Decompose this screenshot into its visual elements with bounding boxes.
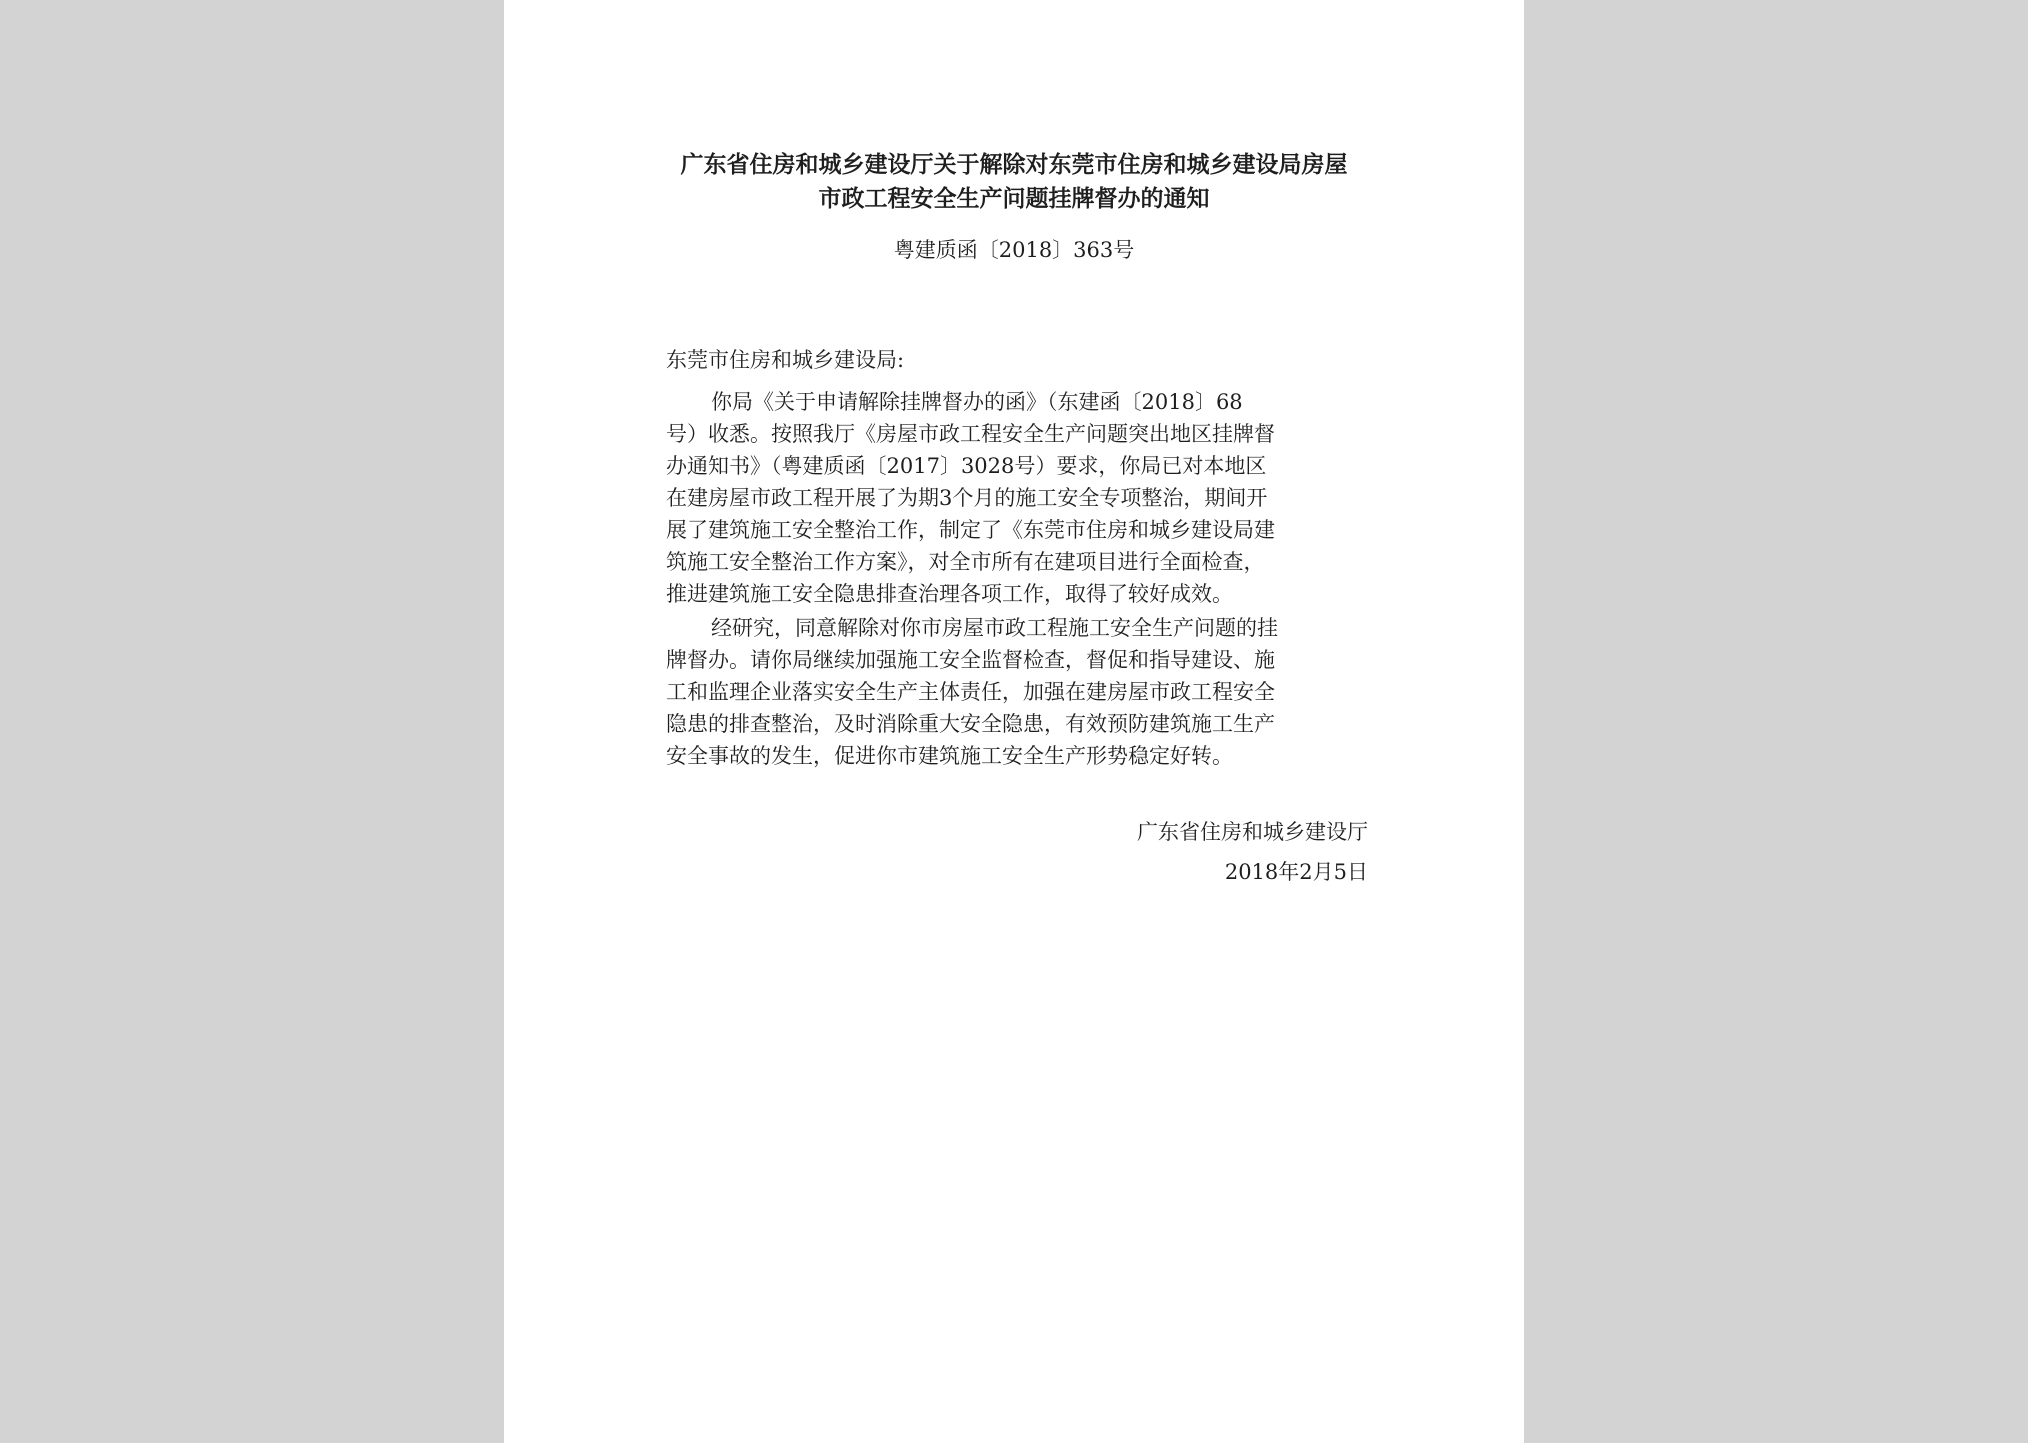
document-title-line-1: 广东省住房和城乡建设厅关于解除对东莞市住房和城乡建设局房屋 (680, 151, 1348, 178)
paragraph-line: 号）收悉。按照我厅《房屋市政工程安全生产问题突出地区挂牌督 (666, 422, 1275, 446)
paragraph-1 (666, 386, 1366, 610)
paragraph-line: 牌督办。请你局继续加强施工安全监督检查，督促和指导建设、施 (666, 648, 1275, 672)
signature-organization: 广东省住房和城乡建设厅 (1137, 820, 1368, 844)
paragraph-line: 办通知书》（粤建质函〔2017〕3028号）要求，你局已对本地区 (666, 454, 1267, 478)
paragraph-line: 安全事故的发生，促进你市建筑施工安全生产形势稳定好转。 (666, 744, 1233, 768)
document-page (504, 0, 1524, 1443)
signature-date: 2018年2月5日 (1224, 860, 1368, 884)
paragraph-line: 展了建筑施工安全整治工作，制定了《东莞市住房和城乡建设局建 (666, 518, 1275, 542)
paragraph-line: 你局《关于申请解除挂牌督办的函》（东建函〔2018〕68 (711, 390, 1243, 414)
paragraph-line: 推进建筑施工安全隐患排查治理各项工作，取得了较好成效。 (666, 582, 1233, 606)
document-title-line-2: 市政工程安全生产问题挂牌督办的通知 (818, 185, 1210, 212)
paragraph-line: 隐患的排查整治，及时消除重大安全隐患，有效预防建筑施工生产 (666, 712, 1275, 736)
document-number: 粤建质函〔2018〕363号 (893, 238, 1135, 262)
paragraph-2 (666, 612, 1366, 772)
paragraph-line: 经研究，同意解除对你市房屋市政工程施工安全生产问题的挂 (711, 616, 1278, 640)
paragraph-line: 工和监理企业落实安全生产主体责任，加强在建房屋市政工程安全 (666, 680, 1275, 704)
paragraph-line: 在建房屋市政工程开展了为期3个月的施工安全专项整治，期间开 (666, 486, 1268, 510)
paragraph-line: 筑施工安全整治工作方案》，对全市所有在建项目进行全面检查， (666, 550, 1265, 574)
salutation: 东莞市住房和城乡建设局: (666, 348, 905, 372)
